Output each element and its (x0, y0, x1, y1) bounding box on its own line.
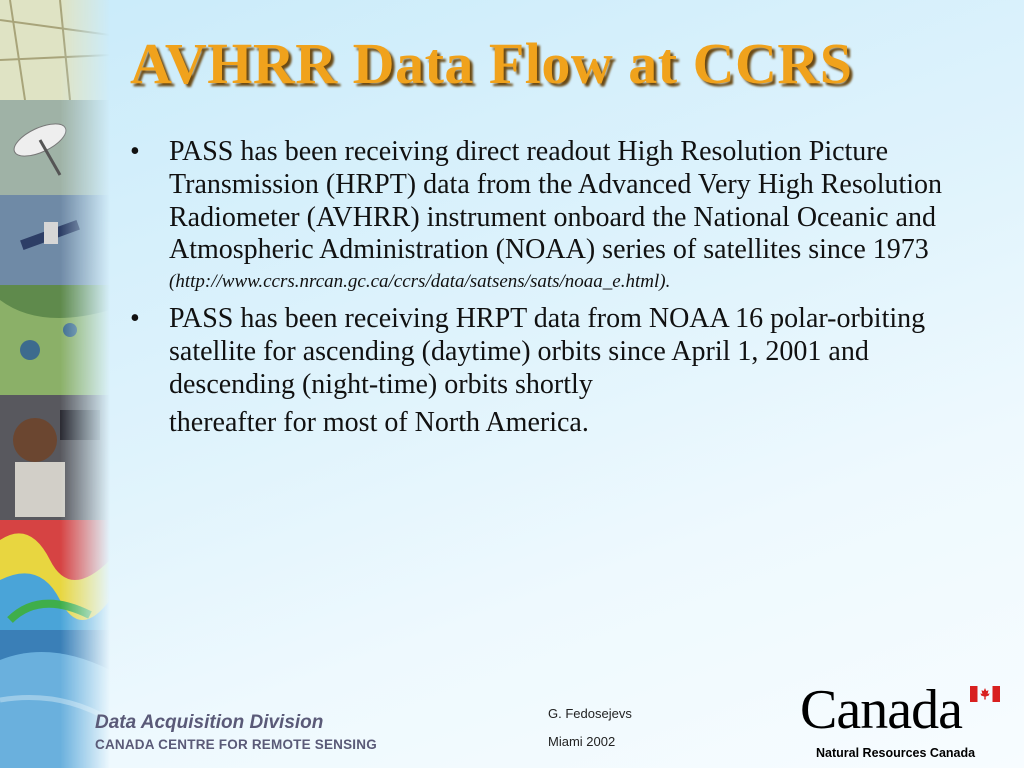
bullet-dot: • (130, 303, 140, 334)
canada-logo (800, 676, 1010, 764)
bullet-dot: • (130, 136, 140, 167)
bullet-continuation: thereafter for most of North America. (169, 407, 589, 439)
bullet-text: PASS has been receiving direct readout High Resolution Picture Transmission (HRPT) data from the Advanced Very High Resolution Radiometer (AVHRR) instrument onboard the National Oceanic and Atmospheric Administration (NOAA) series of satellites since 1973 (169, 136, 943, 266)
reference-url: (http://www.ccrs.nrcan.gc.ca/ccrs/data/satsens/sats/noaa_e.html). (169, 271, 671, 292)
bullet-item (130, 303, 1000, 440)
bullet-text: PASS has been receiving HRPT data from NOAA 16 polar-orbiting satellite for ascending (daytime) orbits since April 1, 2001 and descending (night-time) orbits shortly (169, 303, 926, 400)
event-name: Miami 2002 (548, 734, 616, 749)
bullet-item (130, 136, 1000, 297)
footer-division-block (95, 712, 377, 752)
canada-wordmark: Canada (800, 679, 962, 741)
decorative-photo-collage (0, 0, 110, 768)
maple-leaf-flag-icon (970, 686, 1000, 702)
centre-name: CANADA CENTRE FOR REMOTE SENSING (95, 737, 377, 752)
department-name: Natural Resources Canada (816, 746, 976, 760)
author-name: G. Fedosejevs (548, 706, 632, 721)
bullet-list (130, 136, 1000, 440)
division-name: Data Acquisition Division (95, 712, 324, 733)
slide-title: AVHRR Data Flow at CCRS (130, 31, 853, 96)
